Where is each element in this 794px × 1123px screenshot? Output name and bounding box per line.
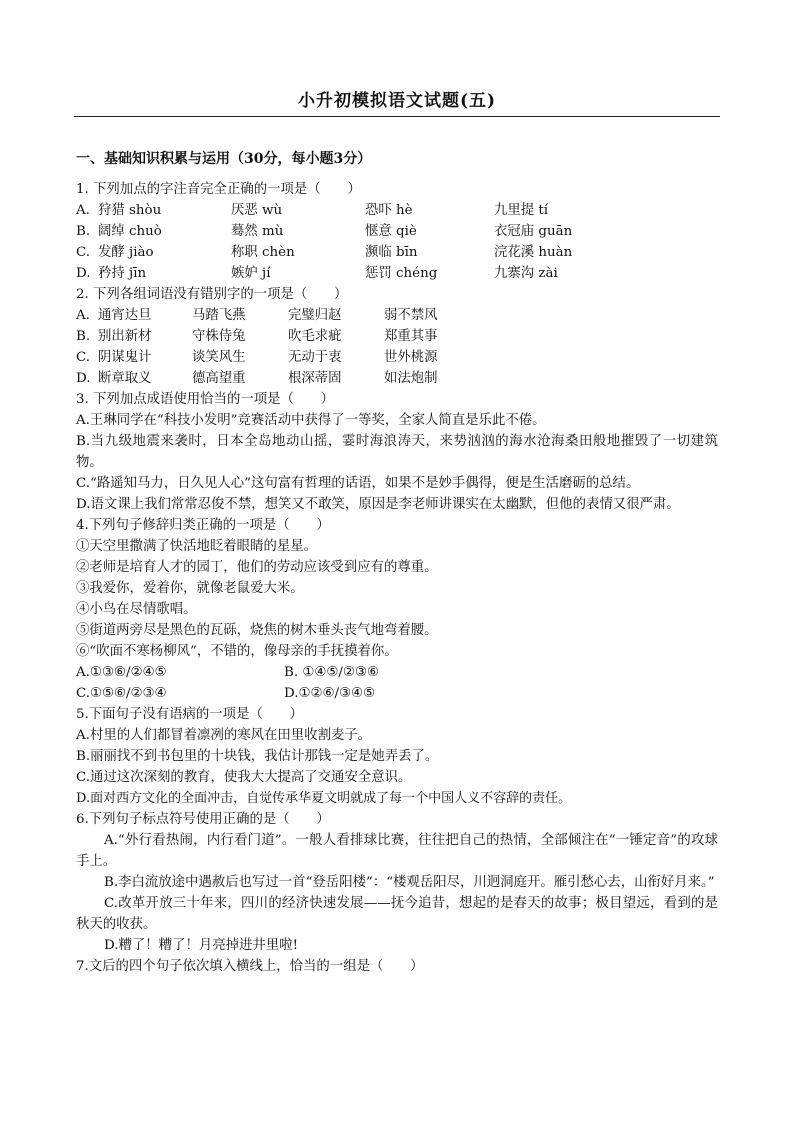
option-label: B. — [76, 224, 91, 239]
question-stem: 4.下列句子修辞归类正确的一项是（ ） — [76, 518, 330, 533]
option-cell: 谈笑风生 — [192, 350, 246, 365]
option-b: B.当九级地震来袭时，日本全岛地动山摇，霎时海浪涛天，来势汹汹的海水沧海桑田般地摧毁了一切建筑物。 — [76, 434, 718, 470]
question-2 — [76, 284, 718, 389]
option-d — [76, 263, 718, 284]
option-cell: 惩罚 chéng — [365, 266, 438, 281]
question-5 — [76, 704, 718, 809]
option-cell: 断章取义 — [98, 371, 152, 386]
option-cell: 九里提 tí — [494, 203, 549, 218]
option-label: C. — [76, 350, 91, 365]
sentence-item: ③我爱你，爱着你，就像老鼠爱大米。 — [76, 581, 304, 596]
sentence-item: ⑥“吹面不寒杨柳风”，不错的，像母亲的手抚摸着你。 — [76, 644, 398, 659]
sentence-item: ②老师是培育人才的园丁，他们的劳动应该受到应有的尊重。 — [76, 560, 438, 575]
option-cell: 恐吓 hè — [365, 203, 413, 218]
option-c: C.通过这次深刻的教育，使我大大提高了交通安全意识。 — [76, 770, 412, 785]
option-label: D. — [76, 371, 91, 386]
option-a: A.村里的人们都冒着凛冽的寒风在田里收割麦子。 — [76, 728, 372, 743]
option-cell: 嫉妒 jí — [231, 266, 271, 281]
option-d: D.①②⑥/③④⑤ — [284, 686, 376, 701]
question-stem: 6.下列句子标点符号使用正确的是（ ） — [76, 812, 330, 827]
option-cell: 衣冠庙 guān — [494, 224, 573, 239]
option-a — [76, 200, 718, 221]
option-cell: 完璧归赵 — [288, 308, 342, 323]
option-d: D.糟了！糟了！月亮掉进井里啦! — [104, 938, 298, 953]
option-b — [76, 221, 718, 242]
option-cell: 无动于衷 — [288, 350, 342, 365]
option-c: C.①⑤⑥/②③④ — [76, 686, 167, 701]
question-3 — [76, 389, 718, 515]
sentence-item: ①天空里撒满了快活地眨着眼睛的星星。 — [76, 539, 318, 554]
option-c — [76, 347, 718, 368]
option-b: B.丽丽找不到书包里的十块钱，我估计那钱一定是她弄丢了。 — [76, 749, 439, 764]
question-stem: 5.下面句子没有语病的一项是（ ） — [76, 707, 304, 722]
question-stem: 7.文后的四个句子依次填入横线上，恰当的一组是（ ） — [76, 959, 424, 974]
option-cell: 濒临 bīn — [365, 245, 418, 260]
sentence-item: ④小鸟在尽情歌唱。 — [76, 602, 197, 617]
question-stem: 3. 下列加点成语使用恰当的一项是（ ） — [76, 392, 335, 407]
option-cell: 德高望重 — [192, 371, 246, 386]
option-b: B. ①④⑤/②③⑥ — [284, 665, 379, 680]
option-label: D. — [76, 266, 91, 281]
title-divider — [74, 116, 720, 117]
page-title: 小升初模拟语文试题(五) — [297, 91, 497, 111]
option-cell: 根深蒂固 — [288, 371, 342, 386]
option-cell: 通宵达旦 — [98, 308, 152, 323]
option-cell: 弱不禁风 — [384, 308, 438, 323]
option-d: D.面对西方文化的全面冲击，自觉传承华夏文明就成了每一个中国人义不容辞的责任。 — [76, 791, 572, 806]
option-d — [76, 368, 718, 389]
option-cell: 矜持 jīn — [98, 266, 147, 281]
option-cell: 蓦然 mù — [231, 224, 284, 239]
option-cell: 九寨沟 zài — [494, 266, 558, 281]
option-c — [76, 242, 718, 263]
option-d: D.语文课上我们常常忍俊不禁，想笑又不敢笑，原因是李老师讲课实在太幽默，但他的表情又很严肃。 — [76, 497, 680, 512]
option-cell: 郑重其事 — [384, 329, 438, 344]
option-b — [76, 326, 718, 347]
option-cell: 守株侍兔 — [192, 329, 246, 344]
option-row — [76, 683, 718, 704]
option-row — [76, 662, 718, 683]
option-cell: 马踏飞燕 — [192, 308, 246, 323]
option-a: A.①③⑥/②④⑤ — [76, 665, 167, 680]
option-cell: 称职 chèn — [231, 245, 295, 260]
option-label: A. — [76, 308, 90, 323]
option-cell: 发酵 jiào — [98, 245, 154, 260]
option-cell: 惬意 qiè — [365, 224, 417, 239]
option-a — [76, 305, 718, 326]
question-6 — [76, 809, 718, 956]
section-heading: 一、基础知识积累与运用（30分，每小题3分） — [76, 151, 372, 167]
option-cell: 浣花溪 huàn — [494, 245, 573, 260]
option-cell: 厌恶 wù — [231, 203, 283, 218]
option-cell: 如法炮制 — [384, 371, 438, 386]
sentence-item: ⑤街道两旁尽是黑色的瓦砾，烧焦的树木垂头丧气地弯着腰。 — [76, 623, 438, 638]
exam-content — [76, 148, 718, 977]
option-label: B. — [76, 329, 91, 344]
option-cell: 别出新材 — [98, 329, 152, 344]
option-cell: 狩猎 shòu — [98, 203, 162, 218]
option-cell: 世外桃源 — [384, 350, 438, 365]
option-label: A. — [76, 203, 90, 218]
option-a: A.“外行看热闹，内行看门道”。一般人看排球比赛，往往把自己的热情，全部倾注在“一锤定音”的攻球手上。 — [76, 833, 718, 869]
option-cell: 阴谋鬼计 — [98, 350, 152, 365]
question-stem: 1. 下列加点的字注音完全正确的一项是（ ） — [76, 182, 361, 197]
question-4 — [76, 515, 718, 704]
option-c: C.改革开放三十年来，四川的经济快速发展——抚今追昔，想起的是春天的故事；极目望远，看到的是秋天的收获。 — [76, 896, 718, 932]
question-1 — [76, 179, 718, 284]
question-stem: 2. 下列各组词语没有错别字的一项是（ ） — [76, 287, 348, 302]
option-a: A.王琳同学在“科技小发明”竞赛活动中获得了一等奖，全家人简直是乐此不倦。 — [76, 413, 546, 428]
question-7 — [76, 956, 718, 977]
option-label: C. — [76, 245, 91, 260]
option-cell: 吹毛求疵 — [288, 329, 342, 344]
option-cell: 阔绰 chuò — [98, 224, 162, 239]
option-b: B.李白流放途中遇赦后也写过一首“登岳阳楼”：“楼观岳阳尽，川迥洞庭开。雁引愁心去，山衔好月来。” — [104, 875, 715, 890]
option-c: C.“路遥知马力，日久见人心”这句富有哲理的话语，如果不是妙手偶得，便是生活磨砺的总结。 — [76, 476, 640, 491]
